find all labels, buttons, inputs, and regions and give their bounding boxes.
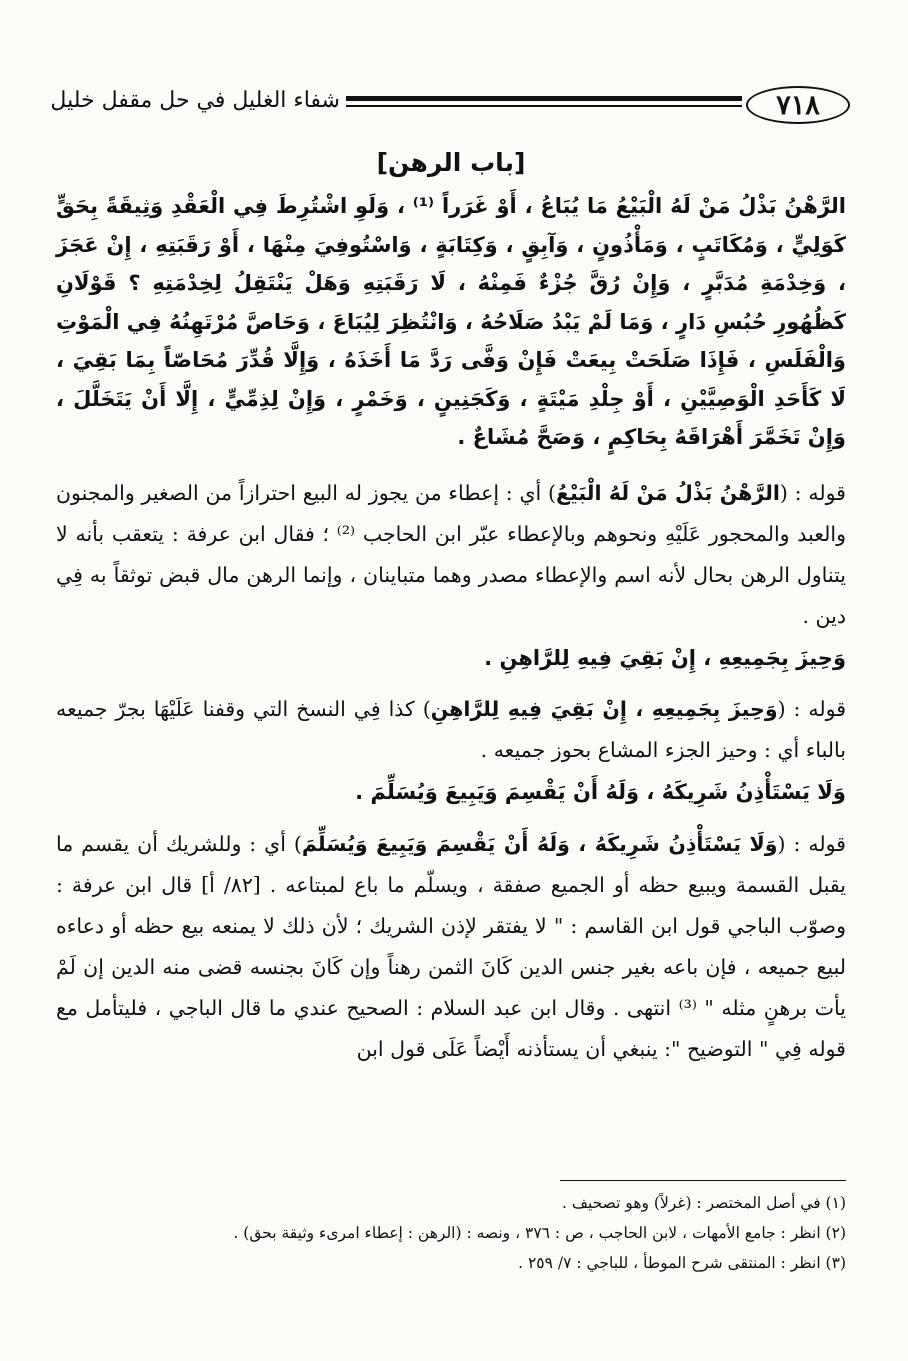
commentary-prefix: قوله : ( [779, 480, 846, 505]
commentary-quote: وَحِيزَ بِجَمِيعِهِ ، إِنْ بَقِيَ فِيهِ لِلرَّاهِنِ [430, 697, 778, 721]
matn-line-3: وَلَا يَسْتَأْذِنُ شَرِيكَهُ ، وَلَهُ أَنْ يَقْسِمَ وَيَبِيعَ وَيُسَلِّمَ . [355, 780, 846, 804]
chapter-title: [باب الرهن] [376, 148, 526, 177]
matn-main-text: الرَّهْنُ بَذْلُ مَنْ لَهُ الْبَيْعُ مَا يُبَاعُ ، أَوْ غَرَراً ⁽¹⁾ ، وَلَوِ اشْتُرِطَ فِي الْعَقْدِ وَثِيقَةً بِحَقٍّ كَوَلِيٍّ ، وَمُكَاتَبٍ ، وَمَأْذُونٍ ، وَآبِقٍ ، وَكِتَابَةٍ ، وَاسْتُوفِيَ مِنْهَا ، أَوْ رَقَبَتِهِ ، إِنْ عَجَزَ ، وَخِدْمَةِ مُدَبَّرٍ ، وَإِنْ رُقَّ جُزْءٌ فَمِنْهُ ، لَا رَقَبَتِهِ وَهَلْ يَنْتَقِلُ لِخِدْمَتِهِ ؟ قَوْلَانِ كَظُهُورِ حُبُسِ دَارٍ ، وَمَا لَمْ يَبْدُ صَلَاحُهُ ، وَانْتُظِرَ لِيُبَاعَ ، وَحَاصَّ مُرْتَهِنُهُ فِي الْمَوْتِ وَالْفَلَسِ ، فَإِذَا صَلَحَتْ بِيعَتْ فَإِنْ وَفَّى رَدَّ مَا أَخَذَهُ ، وَإِلَّا قُدِّرَ مُحَاصّاً بِمَا بَقِيَ ، لَا كَأَحَدِ الْوَصِيَّيْنِ ، أَوْ جِلْدِ مَيْتَةٍ ، وَكَجَنِينٍ ، وَخَمْرٍ ، وَإِنْ لِذِمِّيٍّ ، إِلَّا أَنْ يَتَخَلَّلَ ، وَإِنْ تَخَمَّرَ أَهْرَاقَهُ بِحَاكِمٍ ، وَصَحَّ مُشَاعٌ . [56, 194, 846, 449]
page-number: ٧١٨ [776, 89, 820, 121]
commentary-text: ) كذا فِي النسخ التي وقفنا عَلَيْهَا بجرّ جميعه بالباء أي : وحيز الجزء المشاع بحوز جميعه . [56, 697, 846, 762]
footnote-3: (٣) انظر : المنتقى شرح الموطأ ، للباجي : ٧/ ٢٥٩ . [518, 1254, 846, 1272]
commentary-quote: الرَّهْنُ بَذْلُ مَنْ لَهُ الْبَيْعُ [556, 480, 780, 505]
commentary-prefix: قوله : ( [777, 697, 846, 721]
commentary-text: ) أي : إعطاء من يجوز له البيع احترازاً من الصغير والمجنون والعبد والمحجور عَلَيْهِ ونحوهم وبالإعطاء عبّر ابن الحاجب ⁽²⁾ ؛ فقال ابن عرفة : يتعقب بأنه لا يتناول الرهن بحال لأنه اسم والإعطاء مصدر وهما متباينان ، وإنما الرهن مال قبض توثقاً به فِي دين . [56, 480, 846, 628]
commentary-paragraph-2 [56, 689, 846, 771]
matn-line-2: وَحِيزَ بِجَمِيعِهِ ، إِنْ بَقِيَ فِيهِ لِلرَّاهِنِ . [484, 645, 846, 670]
commentary-quote: وَلَا يَسْتَأْذِنُ شَرِيكَهُ ، وَلَهُ أَنْ يَقْسِمَ وَيَبِيعَ وَيُسَلِّمَ [301, 831, 778, 856]
commentary-text: ) أي : وللشريك أن يقسم ما يقبل القسمة ويبيع حظه أو الجميع صفقة ، ويسلّم ما باع لمبتاعه . [٨٢/ أ] قال ابن عرفة : وصوّب الباجي قول ابن القاسم : " لا يفتقر لإذن الشريك ؛ لأن ذلك لا يمنعه بيع حظه أو دعاءه لبيع جميعه ، فإن باعه بغير جنس الدين كَانَ الثمن رهناً وإن كَانَ بجنسه قضى منه الدين إن لَمْ يأت برهنٍ مثله " ⁽³⁾ انتهى . وقال ابن عبد السلام : الصحيح عندي ما قال الباجي ، فليتأمل مع قوله فِي " التوضيح ": ينبغي أن يستأذنه أَيْضاً عَلَى قول ابن [56, 831, 846, 1061]
page-body [56, 148, 846, 1070]
footnotes [56, 1188, 846, 1278]
commentary-paragraph-3 [56, 824, 846, 1070]
footnote-1: (١) في أصل المختصر : (غرلاً) وهو تصحيف . [562, 1194, 846, 1212]
book-title: شفاء الغليل في حل مقفل خليل [50, 88, 340, 113]
commentary-prefix: قوله : ( [777, 831, 846, 856]
page-header [50, 82, 850, 130]
header-rule [346, 96, 742, 107]
commentary-paragraph-1 [56, 473, 846, 637]
footnote-separator [560, 1180, 846, 1181]
page-number-oval [746, 86, 850, 124]
footnote-2: (٢) انظر : جامع الأمهات ، لابن الحاجب ، ص : ٣٧٦ ، ونصه : (الرهن : إعطاء امرىء وثيقة بحق) . [233, 1224, 846, 1242]
